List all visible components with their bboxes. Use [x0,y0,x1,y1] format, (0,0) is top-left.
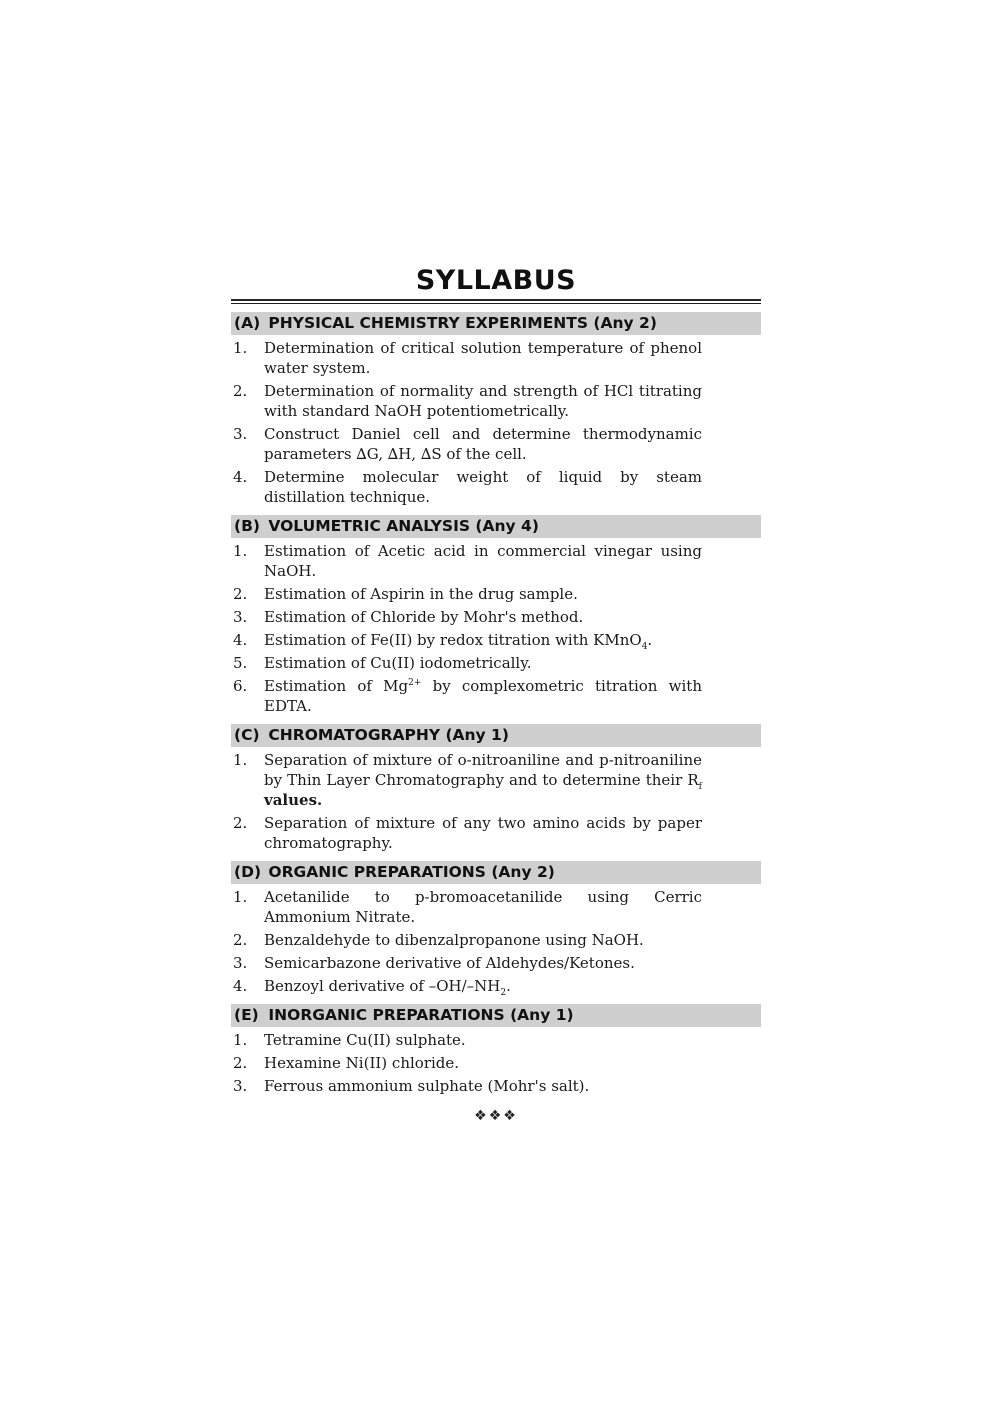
item-text [264,676,702,716]
item-number: 1. [233,1031,248,1049]
item-text: Estimation of Cu(II) iodometrically. [264,654,532,672]
item-text [264,630,702,650]
item-text: Construct Daniel cell and determine thermodynamic parameters ∆G, ∆H, ∆S of the cell. [264,425,702,463]
list-item [231,953,761,973]
item-text: Estimation of Chloride by Mohr's method. [264,608,584,626]
title-rule-thick [231,299,761,301]
list-item [231,584,761,604]
item-text: Hexamine Ni(II) chloride. [264,1054,460,1072]
item-text: Ferrous ammonium sulphate (Mohr's salt). [264,1077,590,1095]
item-number: 5. [233,654,248,672]
list-item [231,338,761,378]
item-number: 3. [233,954,248,972]
item-text-part: Estimation of Fe(II) by redox titration with KMnO [264,631,642,649]
item-number: 2. [233,931,248,949]
section-title: ORGANIC PREPARATIONS (Any 2) [268,863,555,881]
item-text [264,750,702,810]
list-item [231,813,761,853]
list-item [231,1076,761,1096]
item-number: 2. [233,382,248,400]
section-title: CHROMATOGRAPHY (Any 1) [268,726,509,744]
subscript: 2 [500,988,507,998]
section-heading [231,312,761,335]
item-text: Estimation of Acetic acid in commercial vinegar using NaOH. [264,542,702,580]
section-title: PHYSICAL CHEMISTRY EXPERIMENTS (Any 2) [268,314,657,332]
item-number: 3. [233,1077,248,1095]
page-title: SYLLABUS [415,265,577,296]
list-item [231,1030,761,1050]
item-number: 3. [233,425,248,443]
section-volumetric-analysis [231,515,761,716]
section-title: INORGANIC PREPARATIONS (Any 1) [268,1006,574,1024]
item-number: 4. [233,977,248,995]
list-item [231,541,761,581]
item-text-part: Separation of mixture of o-nitroaniline and p-nitroaniline by Thin Layer Chromatography and to determine their R [264,751,702,789]
item-number: 4. [233,468,248,486]
item-number: 1. [233,339,248,357]
list-item [231,750,761,810]
end-ornament: ❖❖❖ [474,1108,518,1124]
experiment-list [231,541,761,716]
section-heading [231,724,761,747]
experiment-list [231,1030,761,1096]
item-number: 2. [233,814,248,832]
experiment-list [231,750,761,853]
item-number: 1. [233,888,248,906]
title-rule-thin [231,303,761,304]
experiment-list [231,887,761,996]
section-organic-preparations [231,861,761,996]
item-text: Separation of mixture of any two amino acids by paper chromatography. [264,814,702,852]
item-text: Determination of normality and strength of HCl titrating with standard NaOH potentiometrically. [264,382,702,420]
section-heading [231,515,761,538]
item-text-part: . [506,977,511,995]
item-number: 3. [233,608,248,626]
section-inorganic-preparations [231,1004,761,1096]
section-chromatography [231,724,761,853]
item-text: Acetanilide to p-bromoacetanilide using Cerric Ammonium Nitrate. [264,888,702,926]
item-number: 2. [233,1054,248,1072]
list-item [231,653,761,673]
list-item [231,424,761,464]
list-item [231,630,761,650]
list-item [231,467,761,507]
item-text: Semicarbazone derivative of Aldehydes/Ketones. [264,954,635,972]
list-item [231,976,761,996]
section-heading [231,1004,761,1027]
subscript: 4 [641,642,648,652]
item-text-part: Benzoyl derivative of –OH/–NH [264,977,501,995]
item-text-part: values. [264,791,323,809]
syllabus-page [231,264,761,1124]
section-label: (B) [234,517,260,535]
item-number: 1. [233,751,248,769]
subscript: f [698,782,702,792]
item-number: 4. [233,631,248,649]
list-item [231,381,761,421]
item-text-part: Estimation of Mg [264,677,409,695]
item-text: Determine molecular weight of liquid by steam distillation technique. [264,468,702,506]
list-item [231,930,761,950]
item-text: Estimation of Aspirin in the drug sample. [264,585,578,603]
list-item [231,1053,761,1073]
experiment-list [231,338,761,507]
list-item [231,607,761,627]
item-text [264,976,702,996]
item-number: 6. [233,677,248,695]
item-text: Tetramine Cu(II) sulphate. [264,1031,466,1049]
section-label: (C) [234,726,260,744]
list-item [231,887,761,927]
item-number: 2. [233,585,248,603]
section-title: VOLUMETRIC ANALYSIS (Any 4) [268,517,539,535]
item-text-part: by complexometric titration with EDTA. [264,677,702,715]
section-physical-chemistry [231,312,761,507]
section-label: (E) [234,1006,259,1024]
section-label: (A) [234,314,261,332]
item-text-part: . [647,631,653,649]
list-item [231,676,761,716]
section-label: (D) [234,863,262,881]
item-number: 1. [233,542,248,560]
item-text: Benzaldehyde to dibenzalpropanone using NaOH. [264,931,644,949]
section-heading [231,861,761,884]
item-text: Determination of critical solution temperature of phenol water system. [264,339,702,377]
superscript: 2+ [408,678,422,688]
